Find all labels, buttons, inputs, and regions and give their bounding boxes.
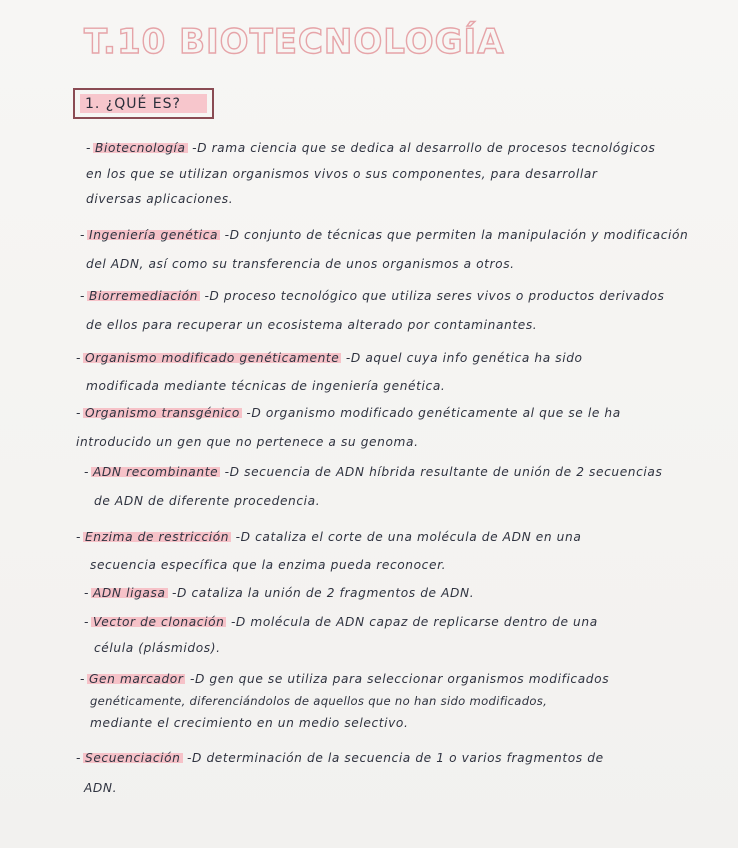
definition-line: - Secuenciación -D determinación de la secuencia de 1 o varios fragmentos de: [76, 751, 604, 765]
term-highlight: ADN ligasa: [93, 586, 166, 600]
arrow: -D: [172, 586, 187, 600]
definition-line: célula (plásmidos).: [94, 641, 221, 655]
arrow: -D: [204, 289, 220, 303]
arrow: -D: [235, 530, 251, 544]
definition-line: de ADN de diferente procedencia.: [94, 494, 321, 508]
term-highlight: ADN recombinante: [93, 465, 219, 479]
arrow: -D: [189, 672, 205, 686]
definition-text: determinación de la secuencia de 1 o varios fragmentos de: [206, 751, 604, 765]
definition-text: organismo modificado genéticamente al que se le ha: [265, 406, 621, 420]
definition-line: ADN.: [84, 781, 118, 795]
page-title: T.10 BIOTECNOLOGÍA: [84, 22, 505, 62]
definition-text: cataliza el corte de una molécula de ADN en una: [255, 530, 582, 544]
definition-line: - ADN ligasa -D cataliza la unión de 2 fragmentos de ADN.: [84, 586, 475, 600]
arrow: -D: [224, 228, 240, 242]
definition-line: secuencia específica que la enzima pueda reconocer.: [90, 558, 447, 572]
definition-text: aquel cuya info genética ha sido: [365, 351, 583, 365]
term-highlight: Gen marcador: [89, 672, 184, 686]
arrow: -D: [230, 615, 246, 629]
definition-line: mediante el crecimiento en un medio selectivo.: [90, 716, 409, 730]
term-highlight: Biotecnología: [95, 141, 186, 155]
definition-line: - Gen marcador -D gen que se utiliza para seleccionar organismos modificados: [80, 672, 610, 686]
definition-text: rama ciencia que se dedica al desarrollo de procesos tecnológicos: [211, 141, 656, 155]
term-highlight: Enzima de restricción: [85, 530, 230, 544]
term-highlight: Organismo modificado genéticamente: [85, 351, 340, 365]
definition-line: modificada mediante técnicas de ingeniería genética.: [86, 379, 446, 393]
arrow: -D: [187, 751, 202, 765]
definition-text: conjunto de técnicas que permiten la manipulación y modificación: [244, 228, 689, 242]
definition-line: - ADN recombinante -D secuencia de ADN híbrida resultante de unión de 2 secuencias: [84, 465, 663, 479]
arrow: -D: [224, 465, 240, 479]
definition-line: diversas aplicaciones.: [86, 192, 234, 206]
definition-line: - Organismo transgénico -D organismo modificado genéticamente al que se le ha: [76, 406, 621, 420]
term-highlight: Organismo transgénico: [85, 406, 240, 420]
definition-line: - Ingeniería genética -D conjunto de técnicas que permiten la manipulación y modificación: [80, 228, 689, 242]
definition-line: introducido un gen que no pertenece a su genoma.: [76, 435, 419, 449]
term-highlight: Secuenciación: [85, 751, 181, 765]
definition-text: secuencia de ADN híbrida resultante de unión de 2 secuencias: [244, 465, 663, 479]
definition-line: - Biotecnología -D rama ciencia que se dedica al desarrollo de procesos tecnológicos: [86, 141, 656, 155]
arrow: -D: [192, 141, 208, 155]
term-highlight: Ingeniería genética: [89, 228, 219, 242]
term-highlight: Biorremediación: [89, 289, 198, 303]
definition-line: en los que se utilizan organismos vivos o sus componentes, para desarrollar: [86, 167, 598, 181]
definition-line: - Vector de clonación -D molécula de ADN capaz de replicarse dentro de una: [84, 615, 598, 629]
definition-line: - Organismo modificado genéticamente -D aquel cuya info genética ha sido: [76, 351, 583, 365]
definition-text: gen que se utiliza para seleccionar organismos modificados: [209, 672, 610, 686]
definition-text: cataliza la unión de 2 fragmentos de ADN.: [191, 586, 475, 600]
term-highlight: Vector de clonación: [93, 615, 225, 629]
section-heading: 1. ¿QUÉ ES?: [85, 96, 181, 112]
definition-line: del ADN, así como su transferencia de unos organismos a otros.: [86, 257, 515, 271]
definition-line: - Enzima de restricción -D cataliza el corte de una molécula de ADN en una: [76, 530, 582, 544]
arrow: -D: [246, 406, 262, 420]
definition-text: molécula de ADN capaz de replicarse dentro de una: [250, 615, 598, 629]
arrow: -D: [345, 351, 361, 365]
definition-line: - Biorremediación -D proceso tecnológico que utiliza seres vivos o productos derivados: [80, 289, 665, 303]
definition-line: de ellos para recuperar un ecosistema alterado por contaminantes.: [86, 318, 538, 332]
definition-line: genéticamente, diferenciándolos de aquellos que no han sido modificados,: [90, 694, 548, 708]
definition-text: proceso tecnológico que utiliza seres vivos o productos derivados: [223, 289, 665, 303]
